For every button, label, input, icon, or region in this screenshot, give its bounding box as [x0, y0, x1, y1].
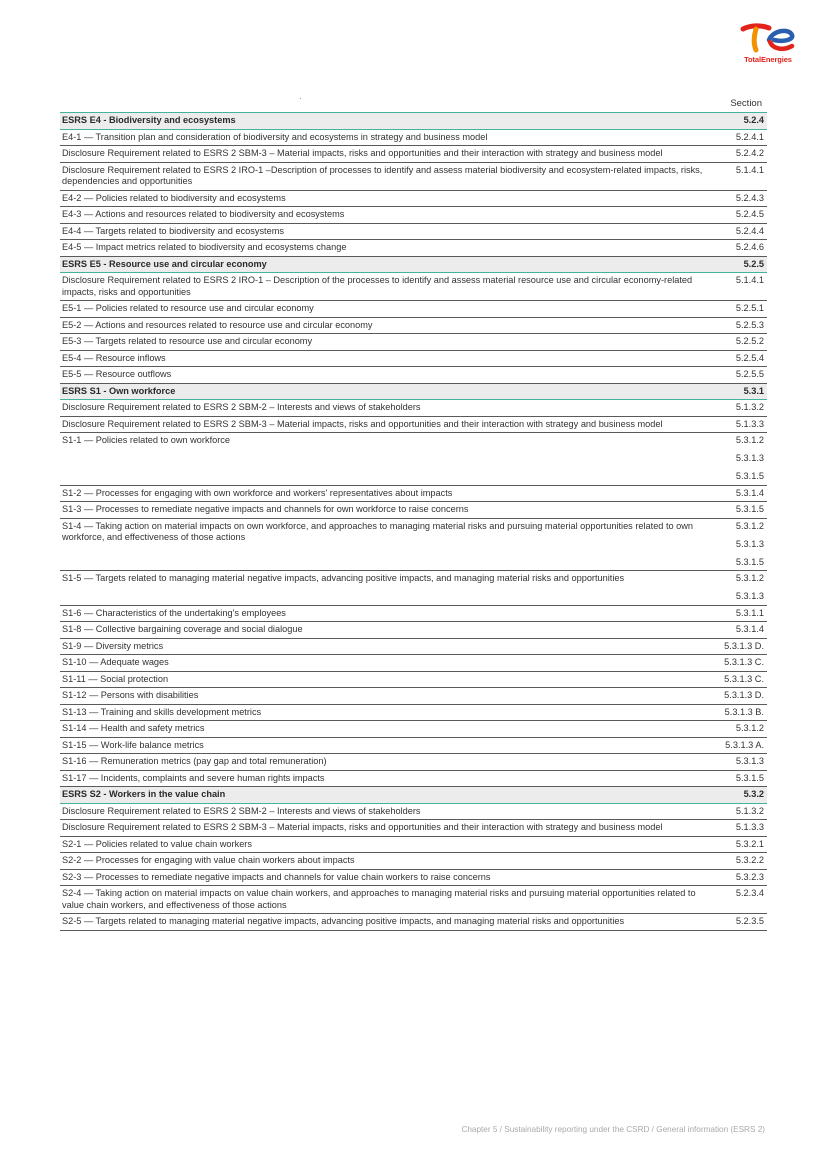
row-label: E4-1 — Transition plan and consideration of biodiversity and ecosystems in strategy and business model: [60, 129, 715, 146]
section-ref: 5.3.2.1: [735, 838, 764, 849]
section-ref: 5.3.1.4: [735, 487, 764, 498]
row-label: S1-10 — Adequate wages: [60, 655, 715, 672]
table-row: [60, 146, 767, 163]
row-label: S1-4 — Taking action on material impacts on own workforce, and approaches to managing material risks and pursuing material opportunities related to own workforce, and effectiveness of those actions: [60, 518, 715, 571]
table-row: [60, 433, 767, 486]
section-ref: 5.2.3.5: [735, 916, 764, 926]
row-section-refs: [715, 886, 767, 914]
table-row: [60, 721, 767, 738]
table-row: [60, 638, 767, 655]
table-row: [60, 162, 767, 190]
table-row: [60, 190, 767, 207]
section-ref: 5.3.1.1: [735, 607, 764, 618]
row-section-refs: [715, 416, 767, 433]
row-section-refs: [715, 113, 767, 130]
row-section-refs: [715, 162, 767, 190]
section-ref: 5.3.1.5: [735, 772, 764, 783]
row-section-refs: [715, 301, 767, 318]
table-row: [60, 571, 767, 606]
table-row: [60, 886, 767, 914]
totalenergies-logo: [733, 22, 803, 70]
row-label: ESRS S2 - Workers in the value chain: [60, 787, 715, 804]
row-label: E5-4 — Resource inflows: [60, 350, 715, 367]
table-row: [60, 754, 767, 771]
section-ref: 5.2.4: [743, 115, 764, 125]
row-label: S1-13 — Training and skills development metrics: [60, 704, 715, 721]
row-label: S1-14 — Health and safety metrics: [60, 721, 715, 738]
row-label: S1-15 — Work-life balance metrics: [60, 737, 715, 754]
row-label: S2-4 — Taking action on material impacts on value chain workers, and approaches to managing material risks and pursuing material opportunities related to value chain workers, and effectiveness of those actions: [60, 886, 715, 914]
table-row: [60, 207, 767, 224]
section-ref: 5.3.1.3: [735, 538, 764, 549]
table-row: [60, 416, 767, 433]
table-section-header: [60, 787, 767, 804]
row-label: E4-5 — Impact metrics related to biodiversity and ecosystems change: [60, 240, 715, 257]
row-label: S1-6 — Characteristics of the undertaking's employees: [60, 605, 715, 622]
row-section-refs: [715, 367, 767, 384]
row-label: Disclosure Requirement related to ESRS 2 SBM-2 – Interests and views of stakeholders: [60, 803, 715, 820]
section-ref: 5.3.1.3 D.: [724, 690, 764, 700]
section-ref: 5.2.5: [743, 258, 764, 269]
row-section-refs: [715, 721, 767, 738]
row-label: S1-11 — Social protection: [60, 671, 715, 688]
row-label: S1-8 — Collective bargaining coverage and social dialogue: [60, 622, 715, 639]
section-ref: 5.2.5.1: [735, 303, 764, 313]
table-row: [60, 301, 767, 318]
row-label: ESRS E5 - Resource use and circular economy: [60, 256, 715, 273]
section-ref: 5.1.4.1: [735, 275, 764, 285]
section-ref: 5.3.1.2: [735, 520, 764, 531]
section-ref: 5.2.5.4: [735, 352, 764, 363]
table-row: [60, 240, 767, 257]
row-section-refs: [715, 622, 767, 639]
table-row: [60, 914, 767, 931]
row-label: S1-9 — Diversity metrics: [60, 638, 715, 655]
row-section-refs: [715, 914, 767, 931]
section-ref: 5.3.1.3: [735, 756, 764, 766]
row-section-refs: [715, 737, 767, 754]
table-row: [60, 129, 767, 146]
row-label: Disclosure Requirement related to ESRS 2 SBM-2 – Interests and views of stakeholders: [60, 400, 715, 417]
section-ref: 5.3.2: [743, 789, 764, 799]
section-ref: 5.3.1: [743, 385, 764, 396]
table-row: [60, 502, 767, 519]
section-ref: 5.2.4.5: [735, 209, 764, 219]
row-section-refs: [715, 256, 767, 273]
section-ref: 5.1.3.3: [735, 418, 764, 429]
table-row: [60, 622, 767, 639]
table-row: [60, 853, 767, 870]
table-row: [60, 317, 767, 334]
row-label: Disclosure Requirement related to ESRS 2 SBM-3 – Material impacts, risks and opportunities and their interaction with strategy and business model: [60, 146, 715, 163]
row-section-refs: [715, 223, 767, 240]
row-section-refs: [715, 853, 767, 870]
section-ref: 5.1.3.2: [735, 402, 764, 412]
row-label: S2-2 — Processes for engaging with value chain workers about impacts: [60, 853, 715, 870]
row-section-refs: [715, 787, 767, 804]
section-ref: 5.3.1.5: [735, 471, 764, 481]
row-section-refs: [715, 638, 767, 655]
row-label: S2-1 — Policies related to value chain workers: [60, 836, 715, 853]
section-ref: 5.2.4.1: [735, 131, 764, 142]
row-label: S1-17 — Incidents, complaints and severe human rights impacts: [60, 770, 715, 787]
row-section-refs: [715, 803, 767, 820]
table-row: [60, 350, 767, 367]
row-label: E4-2 — Policies related to biodiversity and ecosystems: [60, 190, 715, 207]
table-row: [60, 704, 767, 721]
row-section-refs: [715, 485, 767, 502]
row-label: E4-4 — Targets related to biodiversity and ecosystems: [60, 223, 715, 240]
table-row: [60, 803, 767, 820]
section-ref: 5.1.3.2: [735, 805, 764, 816]
table-section-header: [60, 256, 767, 273]
section-ref: 5.2.3.4: [735, 888, 764, 898]
section-ref: 5.3.1.2: [735, 573, 764, 583]
row-label: S2-3 — Processes to remediate negative impacts and channels for value chain workers to raise concerns: [60, 869, 715, 886]
section-ref: 5.2.4.3: [735, 192, 764, 203]
row-section-refs: [715, 869, 767, 886]
row-section-refs: [715, 571, 767, 606]
table-row: [60, 737, 767, 754]
table-row: [60, 367, 767, 384]
row-label: Disclosure Requirement related to ESRS 2 IRO-1 –Description of processes to identify and assess material biodiversity and ecosystem-related impacts, risks, dependencies and opportunities: [60, 162, 715, 190]
row-label: Disclosure Requirement related to ESRS 2 SBM-3 – Material impacts, risks and opportunities and their interaction with strategy and business model: [60, 820, 715, 837]
row-section-refs: [715, 334, 767, 351]
row-section-refs: [715, 836, 767, 853]
section-ref: 5.3.1.5: [735, 556, 764, 567]
section-ref: 5.2.5.2: [735, 336, 764, 346]
table-row: [60, 605, 767, 622]
section-ref: 5.1.4.1: [735, 164, 764, 175]
section-ref: 5.3.2.3: [735, 871, 764, 882]
logo-text: TotalEnergies: [744, 55, 792, 64]
row-label: S1-5 — Targets related to managing material negative impacts, advancing positive impacts, and managing material risks and opportunities: [60, 571, 715, 606]
section-ref: 5.2.4.2: [735, 148, 764, 158]
table-row: [60, 770, 767, 787]
row-label: E4-3 — Actions and resources related to biodiversity and ecosystems: [60, 207, 715, 224]
row-label: Disclosure Requirement related to ESRS 2 SBM-3 – Material impacts, risks and opportunities and their interaction with strategy and business model: [60, 416, 715, 433]
table-row: [60, 820, 767, 837]
row-label: E5-2 — Actions and resources related to resource use and circular economy: [60, 317, 715, 334]
row-label: E5-1 — Policies related to resource use and circular economy: [60, 301, 715, 318]
row-label: S1-3 — Processes to remediate negative impacts and channels for own workforce to raise concerns: [60, 502, 715, 519]
row-label: ESRS E4 - Biodiversity and ecosystems: [60, 113, 715, 130]
table-row: [60, 223, 767, 240]
table-row: [60, 334, 767, 351]
page-footer: Chapter 5 / Sustainability reporting under the CSRD / General information (ESRS 2): [461, 1125, 765, 1134]
section-ref: 5.3.1.3 C.: [724, 673, 764, 684]
section-ref: 5.3.1.3: [735, 591, 764, 601]
row-section-refs: [715, 433, 767, 486]
row-label: S1-16 — Remuneration metrics (pay gap and total remuneration): [60, 754, 715, 771]
section-ref: 5.2.5.3: [735, 319, 764, 330]
table-row: [60, 400, 767, 417]
table-row: [60, 836, 767, 853]
row-label: E5-3 — Targets related to resource use and circular economy: [60, 334, 715, 351]
row-label: S1-12 — Persons with disabilities: [60, 688, 715, 705]
row-section-refs: [715, 518, 767, 571]
table-row: [60, 485, 767, 502]
row-section-refs: [715, 129, 767, 146]
table-row: [60, 869, 767, 886]
row-section-refs: [715, 317, 767, 334]
row-section-refs: [715, 190, 767, 207]
row-label: Disclosure Requirement related to ESRS 2 IRO-1 – Description of the processes to identify and assess material resource use and circular economy-related impacts, risks and opportunities: [60, 273, 715, 301]
content-index-table: [60, 112, 767, 931]
row-section-refs: [715, 240, 767, 257]
row-section-refs: [715, 207, 767, 224]
table-section-header: [60, 113, 767, 130]
table-section-header: [60, 383, 767, 400]
row-section-refs: [715, 273, 767, 301]
section-ref: 5.3.1.3 C.: [724, 657, 764, 667]
section-ref: 5.2.4.4: [735, 225, 764, 236]
row-section-refs: [715, 688, 767, 705]
section-ref: 5.1.3.3: [735, 822, 764, 832]
table-row: [60, 671, 767, 688]
section-ref: 5.3.1.4: [735, 624, 764, 634]
section-ref: 5.3.1.3 D.: [724, 640, 764, 651]
section-column-header: Section: [730, 98, 762, 109]
table-row: [60, 688, 767, 705]
table-row: [60, 273, 767, 301]
row-label: E5-5 — Resource outflows: [60, 367, 715, 384]
section-ref: 5.3.2.2: [735, 855, 764, 865]
row-label: ESRS S1 - Own workforce: [60, 383, 715, 400]
section-ref: 5.3.1.3: [735, 453, 764, 463]
section-ref: 5.3.1.5: [735, 504, 764, 514]
totalenergies-logo-icon: [739, 22, 797, 54]
table-row: [60, 655, 767, 672]
section-ref: 5.3.1.3 A.: [725, 739, 764, 750]
row-section-refs: [715, 770, 767, 787]
row-section-refs: [715, 400, 767, 417]
section-ref: 5.3.1.2: [735, 723, 764, 733]
section-ref: 5.3.1.2: [735, 435, 764, 445]
section-ref: 5.2.5.5: [735, 369, 764, 379]
row-section-refs: [715, 655, 767, 672]
row-section-refs: [715, 502, 767, 519]
section-ref: 5.3.1.3 B.: [724, 706, 764, 717]
row-section-refs: [715, 671, 767, 688]
row-section-refs: [715, 146, 767, 163]
row-label: S2-5 — Targets related to managing material negative impacts, advancing positive impacts, and managing material risks and opportunities: [60, 914, 715, 931]
section-ref: 5.2.4.6: [735, 242, 764, 252]
row-section-refs: [715, 350, 767, 367]
table-row: [60, 518, 767, 571]
row-section-refs: [715, 704, 767, 721]
row-section-refs: [715, 383, 767, 400]
row-section-refs: [715, 754, 767, 771]
row-label: S1-1 — Policies related to own workforce: [60, 433, 715, 486]
row-section-refs: [715, 820, 767, 837]
row-section-refs: [715, 605, 767, 622]
row-label: S1-2 — Processes for engaging with own workforce and workers' representatives about impacts: [60, 485, 715, 502]
